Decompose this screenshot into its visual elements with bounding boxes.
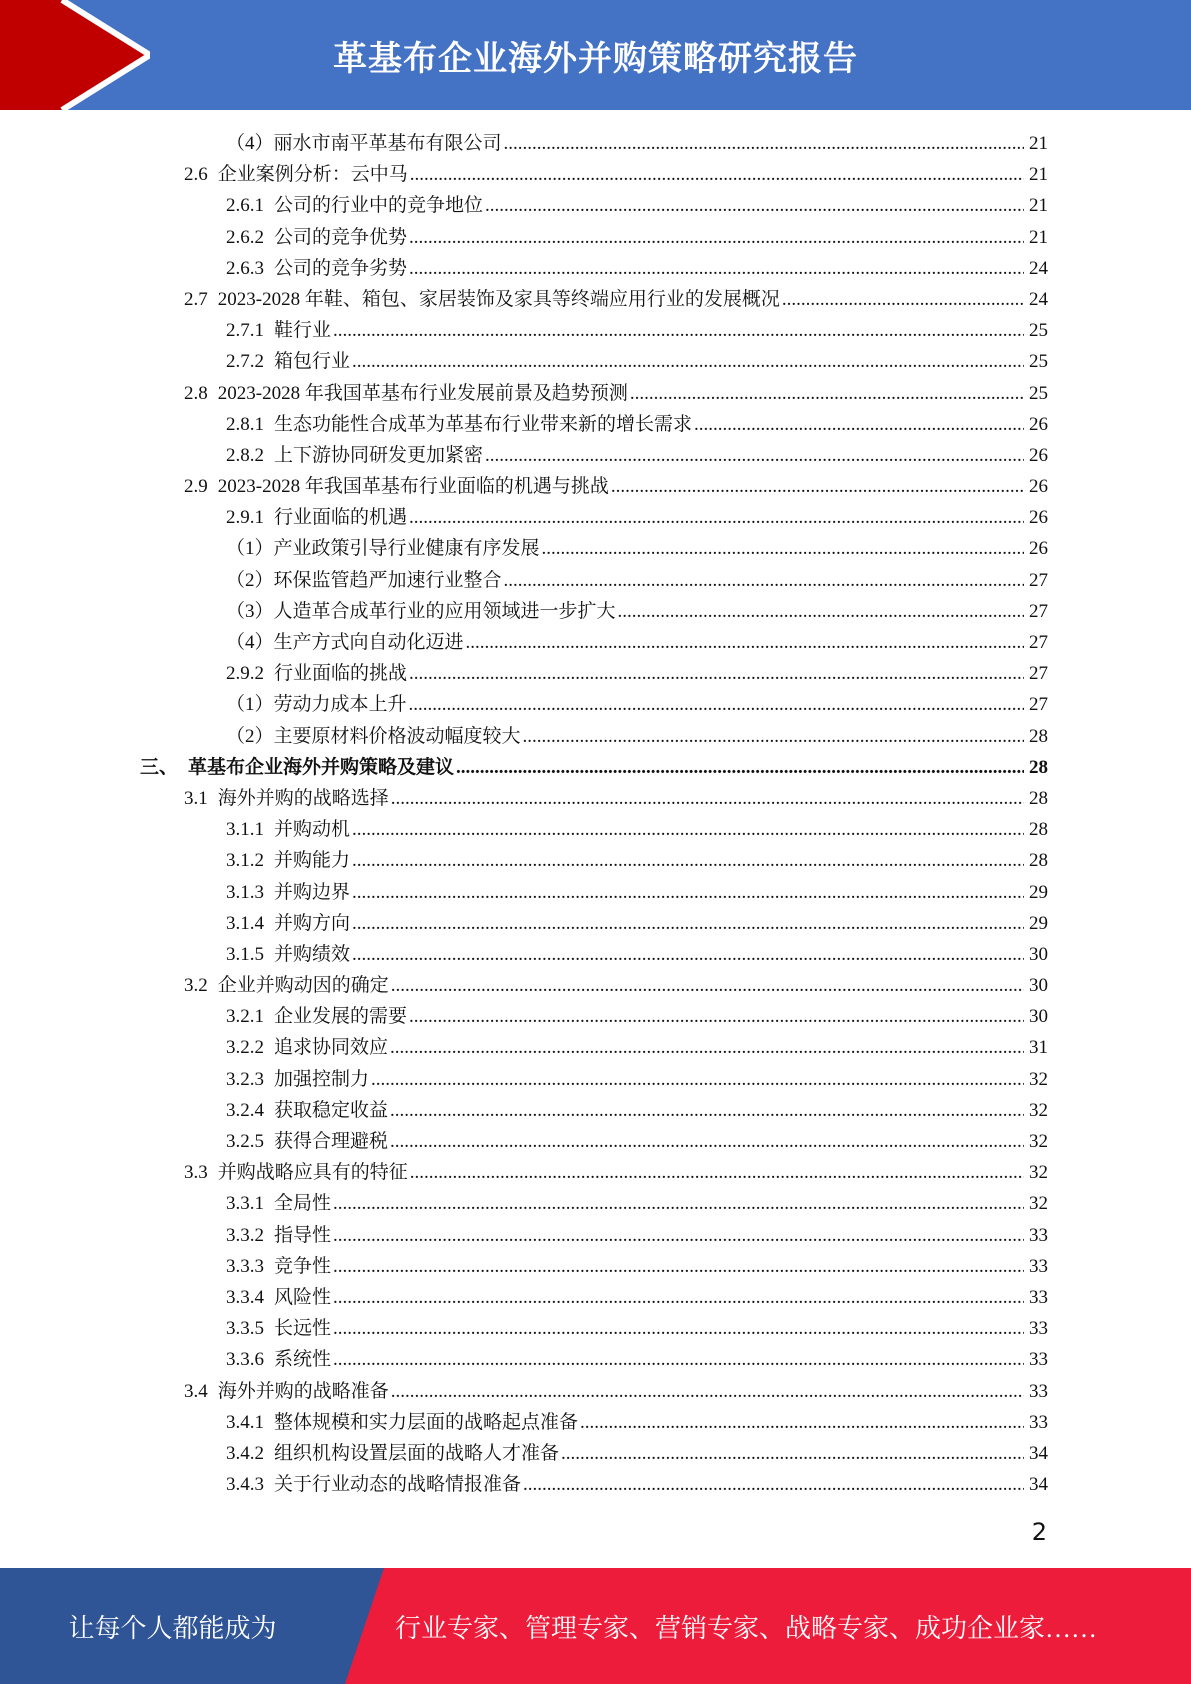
toc-entry-page: 27 [1029,569,1048,591]
toc-entry-title: 竞争性 [274,1255,332,1277]
toc-dot-leader [352,939,1024,970]
toc-dot-leader [391,1376,1024,1407]
toc-entry-page: 32 [1029,1099,1048,1121]
toc-entry-title: 箱包行业 [274,351,351,373]
toc-entry-title: 上下游协同研发更加紧密 [274,444,484,466]
toc-entry-number: 3.4.1 [226,1411,264,1433]
toc-dot-leader [542,533,1024,564]
toc-dot-leader [371,1064,1024,1095]
toc-entry-title: 行业面临的挑战 [274,663,408,685]
toc-entry-page: 27 [1029,694,1048,716]
toc-entry-title: 并购动机 [274,819,351,841]
toc-entry[interactable] [140,1251,1048,1282]
toc-entry-title: 指导性 [274,1224,332,1246]
toc-entry-title: 追求协同效应 [274,1037,389,1059]
toc-entry-title: 丽水市南平革基布有限公司 [273,133,502,154]
toc-entry-title: 鞋行业 [274,320,332,342]
toc-entry[interactable] [140,471,1048,502]
toc-entry-page: 21 [1029,133,1048,154]
page-header [0,0,1191,110]
toc-entry-title: 产业政策引导行业健康有序发展 [273,538,540,560]
toc-dot-leader [409,253,1024,284]
table-of-contents [140,128,1048,1500]
toc-dot-leader [409,222,1024,253]
toc-entry[interactable] [140,1376,1048,1407]
toc-entry-title: 并购战略应具有的特征 [217,1162,408,1184]
toc-entry-number: 3.3.1 [226,1193,264,1215]
toc-entry-number: （2） [226,569,274,591]
toc-dot-leader [466,627,1024,658]
toc-entry-page: 25 [1029,320,1048,342]
toc-entry-number: 3.1.5 [226,943,264,965]
toc-entry-page: 26 [1029,413,1048,435]
toc-dot-leader [391,783,1024,814]
toc-entry-page: 32 [1029,1131,1048,1152]
toc-dot-leader [390,1032,1024,1063]
toc-entry-page: 29 [1029,912,1048,934]
toc-entry-number: 2.9.2 [226,663,264,685]
toc-entry-number: 2.9 [184,476,208,498]
toc-entry-title: 公司的竞争劣势 [274,257,408,279]
toc-entry[interactable] [140,845,1048,876]
toc-entry-title: 组织机构设置层面的战略人才准备 [274,1442,560,1464]
toc-entry-title: 并购绩效 [274,943,351,965]
toc-entry-page: 26 [1029,476,1048,498]
toc-entry-title: 公司的竞争优势 [274,226,408,248]
toc-dot-leader [456,752,1024,783]
toc-entry-title: 劳动力成本上升 [273,694,407,716]
toc-entry-number: 3.2.5 [226,1131,264,1152]
toc-entry-number: 3.2.2 [226,1037,264,1059]
toc-entry-title: 海外并购的战略选择 [217,787,389,809]
report-title: 革基布企业海外并购策略研究报告 [333,38,858,79]
toc-entry[interactable] [140,128,1048,159]
toc-entry-page: 33 [1029,1411,1048,1433]
toc-entry-title: 2023-2028 年鞋、箱包、家居装饰及家具等终端应用行业的发展概况 [217,288,780,310]
toc-entry[interactable] [140,315,1048,346]
toc-entry-page: 32 [1029,1068,1048,1090]
toc-entry-title: 风险性 [274,1286,332,1308]
toc-entry-number: 3.4 [184,1380,208,1402]
toc-entry-page: 27 [1029,632,1048,653]
toc-entry-page: 24 [1029,288,1048,310]
toc-entry-title: 并购方向 [274,912,351,934]
toc-entry-title: 全局性 [274,1193,332,1215]
toc-entry[interactable] [140,1220,1048,1251]
toc-entry-page: 21 [1029,195,1048,217]
toc-entry[interactable] [140,1064,1048,1095]
toc-entry-number: 2.9.1 [226,507,264,529]
toc-entry-title: 海外并购的战略准备 [217,1380,389,1402]
toc-entry-title: 并购能力 [274,850,351,872]
toc-dot-leader [694,409,1024,440]
toc-entry[interactable] [140,565,1048,596]
toc-entry[interactable] [140,1188,1048,1219]
toc-entry-page: 27 [1029,663,1048,685]
toc-entry-title: 并购边界 [274,881,351,903]
footer-slogan-left: 让每个人都能成为 [68,1613,277,1643]
toc-entry-page: 28 [1029,819,1048,841]
toc-entry-number: 3.1.2 [226,850,264,872]
toc-entry-page: 34 [1029,1442,1048,1464]
toc-dot-leader [333,1188,1024,1219]
toc-entry-number: 三、 [140,756,179,778]
toc-entry-page: 21 [1029,164,1048,186]
toc-entry[interactable] [140,970,1048,1001]
toc-entry-page: 33 [1029,1318,1048,1340]
toc-entry-title: 行业面临的机遇 [274,507,408,529]
toc-entry-page: 28 [1029,850,1048,872]
toc-entry[interactable] [140,908,1048,939]
toc-entry-number: 3.3.2 [226,1224,264,1246]
toc-entry[interactable] [140,222,1048,253]
toc-entry-number: （4） [226,632,274,653]
toc-entry[interactable] [140,409,1048,440]
page-number: 2 [1031,1518,1047,1546]
toc-entry[interactable] [140,658,1048,689]
toc-entry[interactable] [140,627,1048,658]
toc-entry-title: 长远性 [274,1318,332,1340]
toc-dot-leader [390,1126,1024,1157]
toc-entry-number: 3.1.1 [226,819,264,841]
toc-entry-title: 企业并购动因的确定 [217,975,389,997]
toc-entry-number: 3.1.3 [226,881,264,903]
toc-entry-number: 2.6.3 [226,257,264,279]
toc-entry-page: 33 [1029,1286,1048,1308]
toc-entry-page: 25 [1029,382,1048,404]
toc-dot-leader [782,284,1024,315]
toc-entry-number: 2.8 [184,382,208,404]
toc-entry-page: 28 [1029,725,1048,747]
toc-entry[interactable] [140,346,1048,377]
toc-entry-page: 26 [1029,444,1048,466]
toc-dot-leader [333,1344,1024,1375]
toc-entry-page: 21 [1029,226,1048,248]
toc-dot-leader [409,689,1024,720]
toc-entry[interactable] [140,190,1048,221]
toc-entry-number: 2.8.1 [226,413,264,435]
toc-dot-leader [409,1001,1024,1032]
toc-entry-title: 2023-2028 年我国革基布行业面临的机遇与挑战 [217,476,609,498]
toc-entry-title: 革基布企业海外并购策略及建议 [188,756,455,778]
toc-entry-number: 3.4.3 [226,1474,264,1496]
toc-entry[interactable] [140,502,1048,533]
toc-entry-title: 企业发展的需要 [274,1006,408,1028]
toc-dot-leader [410,159,1024,190]
toc-dot-leader [352,346,1024,377]
toc-entry[interactable] [140,440,1048,471]
toc-entry-page: 28 [1029,756,1048,778]
toc-entry-title: 公司的行业中的竞争地位 [274,195,484,217]
toc-entry-number: （1） [226,538,274,560]
toc-entry-title: 环保监管趋严加速行业整合 [273,569,502,591]
toc-entry[interactable] [140,877,1048,908]
toc-dot-leader [561,1438,1024,1469]
toc-entry-number: 3.1.4 [226,912,264,934]
toc-dot-leader [618,596,1024,627]
toc-entry-page: 30 [1029,943,1048,965]
toc-dot-leader [410,1157,1024,1188]
toc-entry-page: 25 [1029,351,1048,373]
toc-entry-page: 29 [1029,881,1048,903]
toc-entry[interactable] [140,596,1048,627]
toc-dot-leader [485,440,1024,471]
header-arrow-decoration [0,0,150,110]
toc-dot-leader [523,1469,1024,1500]
toc-entry-title: 企业案例分析：云中马 [217,164,408,186]
toc-entry-number: 3.4.2 [226,1442,264,1464]
toc-dot-leader [333,1251,1024,1282]
toc-dot-leader [352,877,1024,908]
toc-dot-leader [391,970,1024,1001]
toc-entry-page: 32 [1029,1193,1048,1215]
toc-entry-number: 2.6.1 [226,195,264,217]
toc-entry-title: 生态功能性合成革为革基布行业带来新的增长需求 [274,413,693,435]
toc-entry[interactable] [140,783,1048,814]
toc-dot-leader [504,565,1024,596]
toc-entry[interactable] [140,1407,1048,1438]
toc-entry-number: （2） [226,725,274,747]
toc-entry-page: 28 [1029,787,1048,809]
toc-entry-number: 3.2 [184,975,208,997]
toc-entry[interactable] [140,1282,1048,1313]
toc-entry-title: 获取稳定收益 [274,1099,389,1121]
toc-entry-number: （3） [226,600,274,622]
toc-entry[interactable] [140,533,1048,564]
toc-entry-title: 生产方式向自动化迈进 [273,632,464,653]
toc-entry-number: 3.3 [184,1162,208,1184]
toc-entry[interactable] [140,1126,1048,1157]
toc-dot-leader [485,190,1024,221]
toc-entry[interactable] [140,253,1048,284]
toc-dot-leader [352,814,1024,845]
toc-entry[interactable] [140,1469,1048,1500]
toc-entry[interactable] [140,378,1048,409]
toc-entry-number: 3.1 [184,787,208,809]
toc-entry-number: 2.8.2 [226,444,264,466]
toc-entry-number: （1） [226,694,274,716]
toc-entry-page: 33 [1029,1349,1048,1371]
toc-entry-page: 31 [1029,1037,1048,1059]
toc-entry[interactable] [140,1032,1048,1063]
toc-entry-title: 加强控制力 [274,1068,370,1090]
toc-entry-number: 2.7 [184,288,208,310]
toc-dot-leader [580,1407,1024,1438]
toc-entry-page: 27 [1029,600,1048,622]
toc-entry-page: 30 [1029,1006,1048,1028]
toc-entry-number: 3.2.3 [226,1068,264,1090]
toc-entry-page: 32 [1029,1162,1048,1184]
toc-entry[interactable] [140,1157,1048,1188]
toc-entry-title: 2023-2028 年我国革基布行业发展前景及趋势预测 [217,382,628,404]
toc-entry-page: 24 [1029,257,1048,279]
toc-entry[interactable] [140,1313,1048,1344]
toc-entry-number: 3.3.6 [226,1349,264,1371]
toc-entry-title: 人造革合成革行业的应用领域进一步扩大 [273,600,616,622]
footer-slogan-right: 行业专家、管理专家、营销专家、战略专家、成功企业家…… [395,1613,1098,1643]
toc-entry[interactable] [140,752,1048,783]
toc-entry-title: 整体规模和实力层面的战略起点准备 [274,1411,579,1433]
toc-dot-leader [333,1313,1024,1344]
toc-dot-leader [352,908,1024,939]
toc-entry-number: 3.2.4 [226,1099,264,1121]
toc-entry-title: 系统性 [274,1349,332,1371]
toc-entry[interactable] [140,689,1048,720]
toc-entry[interactable] [140,814,1048,845]
toc-dot-leader [523,721,1024,752]
toc-entry-page: 33 [1029,1380,1048,1402]
toc-entry-number: 3.3.4 [226,1286,264,1308]
toc-entry-number: 2.7.2 [226,351,264,373]
toc-entry[interactable] [140,1438,1048,1469]
toc-dot-leader [390,1095,1024,1126]
toc-entry[interactable] [140,1344,1048,1375]
toc-entry-number: （4） [226,133,274,154]
toc-entry-title: 获得合理避税 [274,1131,389,1152]
toc-entry-number: 3.3.5 [226,1318,264,1340]
toc-entry-title: 主要原材料价格波动幅度较大 [273,725,521,747]
toc-entry-number: 2.7.1 [226,320,264,342]
toc-entry[interactable] [140,1095,1048,1126]
toc-dot-leader [409,502,1024,533]
toc-entry-number: 3.3.3 [226,1255,264,1277]
toc-dot-leader [409,658,1024,689]
toc-entry-number: 2.6 [184,164,208,186]
toc-entry[interactable] [140,284,1048,315]
toc-entry-number: 2.6.2 [226,226,264,248]
toc-entry[interactable] [140,1001,1048,1032]
toc-entry-page: 33 [1029,1255,1048,1277]
toc-dot-leader [504,128,1024,159]
toc-entry-page: 26 [1029,507,1048,529]
toc-entry[interactable] [140,721,1048,752]
toc-entry-title: 关于行业动态的战略情报准备 [274,1474,522,1496]
toc-dot-leader [333,1220,1024,1251]
toc-entry-number: 3.2.1 [226,1006,264,1028]
toc-dot-leader [611,471,1024,502]
page-footer [0,1568,1191,1684]
toc-entry-page: 33 [1029,1224,1048,1246]
toc-dot-leader [630,378,1024,409]
toc-entry-page: 30 [1029,975,1048,997]
toc-dot-leader [333,315,1024,346]
toc-dot-leader [333,1282,1024,1313]
toc-dot-leader [352,845,1024,876]
toc-entry[interactable] [140,159,1048,190]
toc-entry-page: 34 [1029,1474,1048,1496]
toc-entry-page: 26 [1029,538,1048,560]
toc-entry[interactable] [140,939,1048,970]
